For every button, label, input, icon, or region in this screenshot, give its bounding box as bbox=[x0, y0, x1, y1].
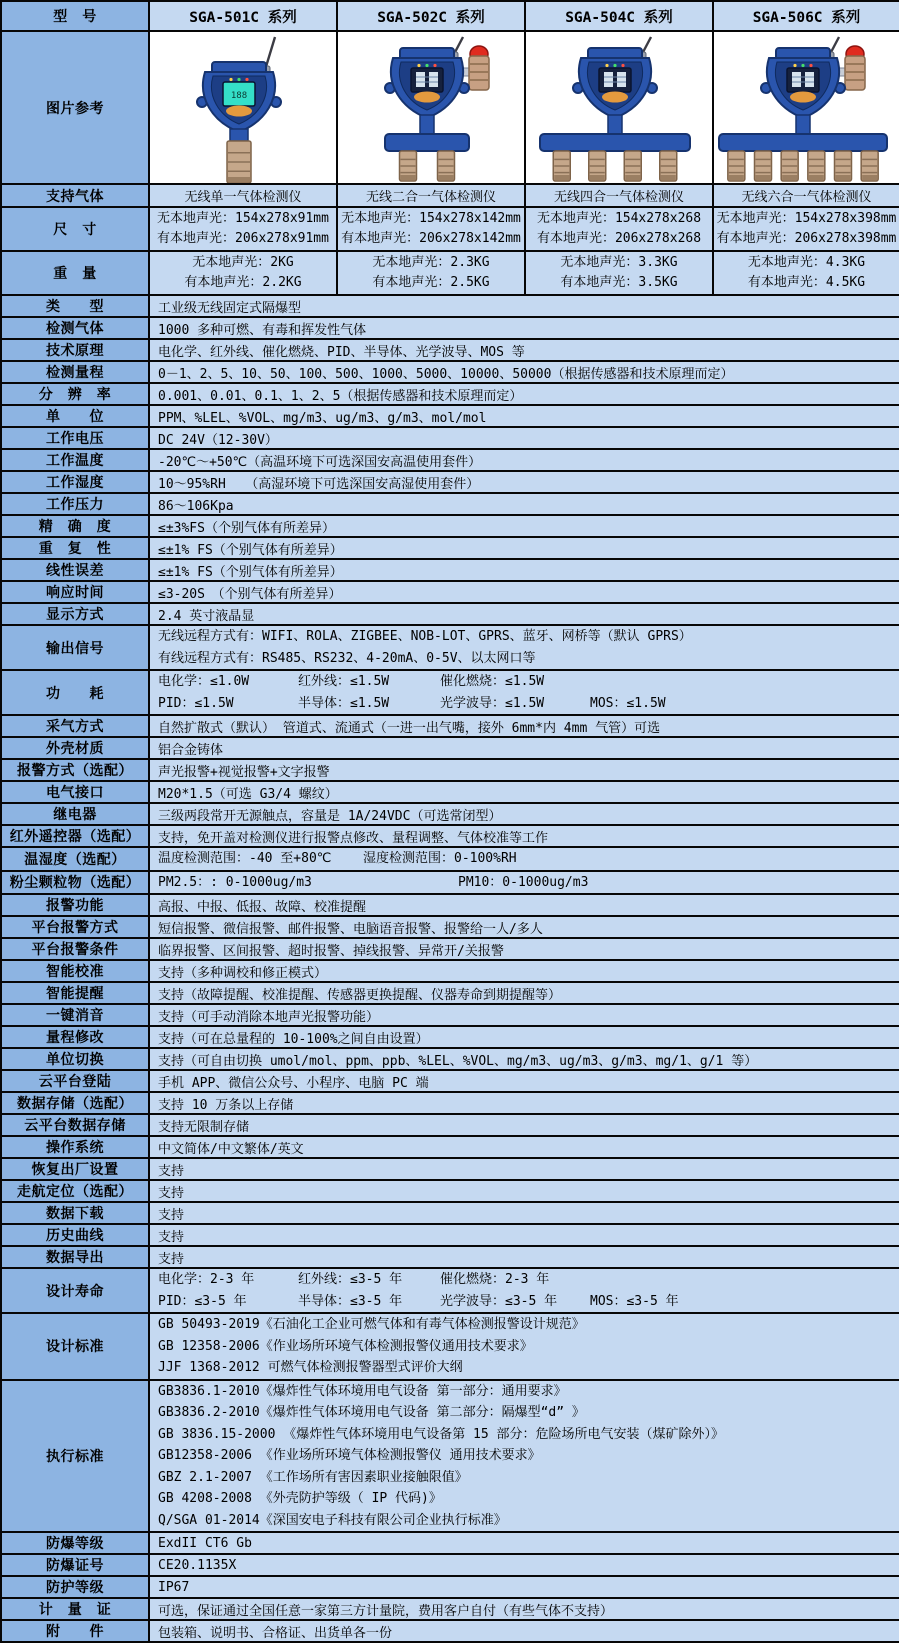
row-label-alarm-func: 报警功能 bbox=[1, 894, 149, 916]
row-label-humidity: 工作湿度 bbox=[1, 471, 149, 493]
row-label-factory-reset: 恢复出厂设置 bbox=[1, 1158, 149, 1180]
content-line: GBZ 2.1-2007 《工作场所有害因素职业接触限值》 bbox=[158, 1469, 468, 1485]
quad-gas-detector-illustration bbox=[527, 32, 711, 183]
row-label-temp-humi: 温湿度（选配） bbox=[1, 847, 149, 871]
row-label-exec-standard: 执行标准 bbox=[1, 1380, 149, 1533]
row-content-output bbox=[149, 625, 899, 670]
table-row-humidity bbox=[1, 471, 899, 493]
dual-gas-detector-illustration bbox=[339, 32, 523, 183]
table-row-type bbox=[1, 295, 899, 317]
cell-line: 无本地声光：4.3KG bbox=[747, 255, 866, 270]
row-label-detect-gas: 检测气体 bbox=[1, 317, 149, 339]
model-header-1: SGA-502C 系列 bbox=[337, 1, 525, 31]
device-image-cell-0 bbox=[149, 31, 337, 184]
device-image-cell-1 bbox=[337, 31, 525, 184]
row-content-electrical-port: M20*1.5（可选 G3/4 螺纹） bbox=[149, 781, 899, 803]
table-row-navigation bbox=[1, 1180, 899, 1202]
content-grid-line bbox=[158, 1291, 891, 1313]
table-row-history-curve bbox=[1, 1224, 899, 1246]
content-grid-line bbox=[158, 671, 891, 693]
table-row-platform-alarm-mode bbox=[1, 916, 899, 938]
row-content-lifespan bbox=[149, 1268, 899, 1313]
row-label-design-standard: 设计标准 bbox=[1, 1313, 149, 1380]
cell-line: 有本地声光：206x278x398mm bbox=[716, 231, 897, 246]
cell-line: 无本地声光：154x278x142mm bbox=[341, 211, 521, 226]
row-content-ip-grade: IP67 bbox=[149, 1576, 899, 1598]
table-row-power bbox=[1, 670, 899, 715]
row-label-os: 操作系统 bbox=[1, 1136, 149, 1158]
row-content-range-modify: 支持（可在总量程的 10-100%之间自由设置） bbox=[149, 1026, 899, 1048]
grid-item: 电化学：≤1.0W bbox=[158, 674, 250, 689]
table-row-accessories bbox=[1, 1620, 899, 1642]
table-row-unit bbox=[1, 405, 899, 427]
row-content-factory-reset: 支持 bbox=[149, 1158, 899, 1180]
row-content-response: ≤3-20S （个别气体有所差异） bbox=[149, 581, 899, 603]
row-label-accuracy: 精 确 度 bbox=[1, 515, 149, 537]
table-row-data-export bbox=[1, 1246, 899, 1268]
grid-item: 光学波导：≤3-5 年 bbox=[440, 1293, 558, 1309]
row-label-ex-grade: 防爆等级 bbox=[1, 1532, 149, 1554]
quad-cell-gases-1: 无线二合一气体检测仪 bbox=[337, 184, 525, 207]
row-label-relay: 继电器 bbox=[1, 803, 149, 825]
svg-text:188: 188 bbox=[230, 91, 248, 101]
table-row-linearity bbox=[1, 559, 899, 581]
quad-cell-size-2 bbox=[525, 207, 713, 251]
table-row-range-modify bbox=[1, 1026, 899, 1048]
row-label-history-curve: 历史曲线 bbox=[1, 1224, 149, 1246]
row-content-design-standard bbox=[149, 1313, 899, 1380]
row-content-accuracy: ≤±3%FS（个别气体有所差异） bbox=[149, 515, 899, 537]
cell-line: 无本地声光：2.3KG bbox=[372, 255, 490, 270]
row-label-data-storage: 数据存储（选配） bbox=[1, 1092, 149, 1114]
cell-line: 有本地声光：206x278x142mm bbox=[341, 231, 521, 246]
row-label-output: 输出信号 bbox=[1, 625, 149, 670]
row-label-cloud-storage: 云平台数据存储 bbox=[1, 1114, 149, 1136]
content-line: JJF 1368-2012 可燃气体检测报警器型式评价大纲 bbox=[158, 1360, 463, 1375]
table-row-alarm-func bbox=[1, 894, 899, 916]
row-label-display: 显示方式 bbox=[1, 603, 149, 625]
table-row-cloud-storage bbox=[1, 1114, 899, 1136]
table-row-ex-grade bbox=[1, 1532, 899, 1554]
model-header-3: SGA-506C 系列 bbox=[713, 1, 899, 31]
table-row-output bbox=[1, 625, 899, 670]
table-row-ip-grade bbox=[1, 1576, 899, 1598]
table-row-pressure bbox=[1, 493, 899, 515]
row-content-platform-alarm-cond: 临界报警、区间报警、超时报警、掉线报警、异常开/关报警 bbox=[149, 938, 899, 960]
row-label-type: 类 型 bbox=[1, 295, 149, 317]
row-label-metering-cert: 计 量 证 bbox=[1, 1598, 149, 1620]
grid-item: PID：≤1.5W bbox=[158, 695, 234, 711]
content-line: Q/SGA 01-2014《深国安电子科技有限公司企业执行标准》 bbox=[158, 1512, 507, 1528]
row-content-temperature: -20℃～+50℃（高温环境下可选深国安高温使用套件） bbox=[149, 449, 899, 471]
row-label-principle: 技术原理 bbox=[1, 339, 149, 361]
table-row-platform-alarm-cond bbox=[1, 938, 899, 960]
row-content-data-download: 支持 bbox=[149, 1202, 899, 1224]
table-row-display bbox=[1, 603, 899, 625]
content-line: GB 4208-2008 《外壳防护等级（ IP 代码)》 bbox=[158, 1491, 442, 1506]
row-content-voltage: DC 24V（12-30V） bbox=[149, 427, 899, 449]
table-row-resolution bbox=[1, 383, 899, 405]
row-content-ex-cert: CE20.1135X bbox=[149, 1554, 899, 1576]
row-label-power: 功 耗 bbox=[1, 670, 149, 715]
row-label-temperature: 工作温度 bbox=[1, 449, 149, 471]
table-row-image bbox=[1, 31, 899, 184]
cell-line: 有本地声光：2.2KG bbox=[184, 275, 302, 290]
table-row-cloud-login bbox=[1, 1070, 899, 1092]
quad-cell-gases-3: 无线六合一气体检测仪 bbox=[713, 184, 899, 207]
row-label-weight: 重 量 bbox=[1, 251, 149, 295]
grid-item: MOS：≤3-5 年 bbox=[590, 1293, 679, 1309]
row-content-alarm-func: 高报、中报、低报、故障、校准提醒 bbox=[149, 894, 899, 916]
cell-line: 有本地声光：2.5KG bbox=[372, 275, 490, 290]
row-label-mute: 一键消音 bbox=[1, 1004, 149, 1026]
model-header-0: SGA-501C 系列 bbox=[149, 1, 337, 31]
row-label-voltage: 工作电压 bbox=[1, 427, 149, 449]
grid-item: 电化学：2-3 年 bbox=[158, 1272, 255, 1287]
row-label-electrical-port: 电气接口 bbox=[1, 781, 149, 803]
content-line: GB 50493-2019《石油化工企业可燃气体和有毒气体检测报警设计规范》 bbox=[158, 1317, 585, 1332]
row-label-resolution: 分 辨 率 bbox=[1, 383, 149, 405]
table-row-smart-remind bbox=[1, 982, 899, 1004]
row-content-platform-alarm-mode: 短信报警、微信报警、邮件报警、电脑语音报警、报警给一人/多人 bbox=[149, 916, 899, 938]
row-content-principle: 电化学、红外线、催化燃烧、PID、半导体、光学波导、MOS 等 bbox=[149, 339, 899, 361]
row-label-lifespan: 设计寿命 bbox=[1, 1268, 149, 1313]
table-row-mute bbox=[1, 1004, 899, 1026]
row-content-remote: 支持，免开盖对检测仪进行报警点修改、量程调整、气体校准等工作 bbox=[149, 825, 899, 847]
row-content-repeatability: ≤±1% FS（个别气体有所差异） bbox=[149, 537, 899, 559]
content-line: 无线远程方式有：WIFI、ROLA、ZIGBEE、NOB-LOT、GPRS、蓝牙、网桥等（默认 GPRS） bbox=[158, 629, 692, 644]
content-line: GB 3836.15-2000 《爆炸性气体环境用电气设备第 15 部分：危险场所电气安装（煤矿除外）》 bbox=[158, 1426, 725, 1442]
content-line: GB3836.1-2010《爆炸性气体环境用电气设备 第一部分：通用要求》 bbox=[158, 1383, 567, 1399]
row-label-platform-alarm-cond: 平台报警条件 bbox=[1, 938, 149, 960]
row-content-relay: 三级两段常开无源触点，容量是 1A/24VDC（可选常闭型） bbox=[149, 803, 899, 825]
quad-cell-weight-2 bbox=[525, 251, 713, 295]
cell-line: 有本地声光：4.5KG bbox=[747, 275, 866, 290]
row-content-resolution: 0.001、0.01、0.1、1、2、5（根据传感器和技术原理而定） bbox=[149, 383, 899, 405]
table-row-remote bbox=[1, 825, 899, 847]
table-row-weight bbox=[1, 251, 899, 295]
content-line: GB3836.2-2010《爆炸性气体环境用电气设备 第二部分：隔爆型“d” 》 bbox=[158, 1405, 585, 1420]
quad-cell-gases-2: 无线四合一气体检测仪 bbox=[525, 184, 713, 207]
table-row-detect-gas bbox=[1, 317, 899, 339]
grid-item: PID：≤3-5 年 bbox=[158, 1293, 247, 1309]
cell-line: 有本地声光：206x278x268 bbox=[536, 231, 702, 246]
row-content-data-storage: 支持 10 万条以上存储 bbox=[149, 1092, 899, 1114]
row-content-unit: PPM、%LEL、%VOL、mg/m3、ug/m3、g/m3、mol/mol bbox=[149, 405, 899, 427]
table-row-data-download bbox=[1, 1202, 899, 1224]
table-row-metering-cert bbox=[1, 1598, 899, 1620]
row-content-smart-cal: 支持（多种调校和修正模式） bbox=[149, 960, 899, 982]
table-row-factory-reset bbox=[1, 1158, 899, 1180]
row-label-cloud-login: 云平台登陆 bbox=[1, 1070, 149, 1092]
row-content-humidity: 10～95%RH （高湿环境下可选深国安高湿使用套件） bbox=[149, 471, 899, 493]
row-label-dust: 粉尘颗粒物（选配） bbox=[1, 871, 149, 895]
device-image-cell-3 bbox=[713, 31, 899, 184]
row-content-metering-cert: 可选，保证通过全国任意一家第三方计量院，费用客户自付（有些气体不支持） bbox=[149, 1598, 899, 1620]
content-line: 有线远程方式有：RS485、RS232、4-20mA、0-5V、以太网口等 bbox=[158, 650, 536, 666]
table-row-os bbox=[1, 1136, 899, 1158]
table-row-range bbox=[1, 361, 899, 383]
row-content-power bbox=[149, 670, 899, 715]
row-label-unit: 单 位 bbox=[1, 405, 149, 427]
content-line: GB12358-2006 《作业场所环境气体检测报警仪 通用技术要求》 bbox=[158, 1448, 541, 1463]
row-content-sampling: 自然扩散式（默认） 管道式、流通式（一进一出气嘴，接外 6mm*内 4mm 气管）可选 bbox=[149, 715, 899, 737]
row-content-exec-standard bbox=[149, 1380, 899, 1533]
row-content-navigation: 支持 bbox=[149, 1180, 899, 1202]
model-header-2: SGA-504C 系列 bbox=[525, 1, 713, 31]
table-row-ex-cert bbox=[1, 1554, 899, 1576]
row-content-accessories: 包装箱、说明书、合格证、出货单各一份 bbox=[149, 1620, 899, 1642]
row-label-navigation: 走航定位（选配） bbox=[1, 1180, 149, 1202]
grid-item: PM10：0-1000ug/m3 bbox=[458, 874, 589, 890]
cell-line: 无本地声光：154x278x398mm bbox=[716, 211, 897, 226]
cell-line: 有本地声光：3.5KG bbox=[560, 275, 678, 290]
row-label-data-export: 数据导出 bbox=[1, 1246, 149, 1268]
cell-line: 无本地声光：2KG bbox=[192, 255, 294, 270]
grid-item: MOS：≤1.5W bbox=[590, 695, 666, 711]
grid-item: 催化燃烧：≤1.5W bbox=[440, 674, 545, 689]
row-label-response: 响应时间 bbox=[1, 581, 149, 603]
grid-item: 催化燃烧：2-3 年 bbox=[440, 1272, 550, 1287]
row-content-pressure: 86～106Kpa bbox=[149, 493, 899, 515]
row-label-smart-cal: 智能校准 bbox=[1, 960, 149, 982]
table-row-principle bbox=[1, 339, 899, 361]
table-row-response bbox=[1, 581, 899, 603]
row-label-alarm-mode: 报警方式（选配） bbox=[1, 759, 149, 781]
row-content-os: 中文简体/中文繁体/英文 bbox=[149, 1136, 899, 1158]
grid-item: PM2.5：: 0-1000ug/m3 bbox=[158, 874, 312, 890]
content-grid-line bbox=[158, 1269, 891, 1291]
table-row-voltage bbox=[1, 427, 899, 449]
table-row-dust bbox=[1, 871, 899, 895]
row-label-image: 图片参考 bbox=[1, 31, 149, 184]
row-content-linearity: ≤±1% FS（个别气体有所差异） bbox=[149, 559, 899, 581]
row-content-alarm-mode: 声光报警+视觉报警+文字报警 bbox=[149, 759, 899, 781]
table-row-repeatability bbox=[1, 537, 899, 559]
row-label-accessories: 附 件 bbox=[1, 1620, 149, 1642]
row-label-range-modify: 量程修改 bbox=[1, 1026, 149, 1048]
table-row-size bbox=[1, 207, 899, 251]
quad-cell-size-0 bbox=[149, 207, 337, 251]
row-label-ex-cert: 防爆证号 bbox=[1, 1554, 149, 1576]
device-image-cell-2 bbox=[525, 31, 713, 184]
table-row-unit-switch bbox=[1, 1048, 899, 1070]
table-row-smart-cal bbox=[1, 960, 899, 982]
single-gas-detector-illustration bbox=[151, 32, 335, 183]
hex-gas-detector-illustration bbox=[715, 32, 899, 183]
row-content-cloud-login: 手机 APP、微信公众号、小程序、电脑 PC 端 bbox=[149, 1070, 899, 1092]
row-label-remote: 红外遥控器（选配） bbox=[1, 825, 149, 847]
quad-cell-weight-1 bbox=[337, 251, 525, 295]
grid-item: 半导体：≤3-5 年 bbox=[298, 1293, 403, 1309]
cell-line: 无本地声光：154x278x91mm bbox=[157, 211, 329, 226]
grid-item: 温度检测范围：-40 至+80℃ bbox=[158, 851, 332, 866]
row-content-mute: 支持（可手动消除本地声光报警功能） bbox=[149, 1004, 899, 1026]
grid-item: 红外线：≤1.5W bbox=[298, 674, 390, 689]
row-label-model: 型 号 bbox=[1, 1, 149, 31]
table-row-data-storage bbox=[1, 1092, 899, 1114]
table-row-temperature bbox=[1, 449, 899, 471]
quad-cell-weight-0 bbox=[149, 251, 337, 295]
row-label-range: 检测量程 bbox=[1, 361, 149, 383]
quad-cell-size-1 bbox=[337, 207, 525, 251]
row-content-temp-humi bbox=[149, 847, 899, 871]
table-row-model bbox=[1, 1, 899, 31]
spec-table-body bbox=[1, 1, 899, 1642]
content-grid-line bbox=[158, 848, 891, 870]
table-row-lifespan bbox=[1, 1268, 899, 1313]
table-row-exec-standard bbox=[1, 1380, 899, 1533]
row-label-unit-switch: 单位切换 bbox=[1, 1048, 149, 1070]
table-row-alarm-mode bbox=[1, 759, 899, 781]
row-content-display: 2.4 英寸液晶显 bbox=[149, 603, 899, 625]
row-content-data-export: 支持 bbox=[149, 1246, 899, 1268]
cell-line: 无本地声光：3.3KG bbox=[560, 255, 678, 270]
row-content-smart-remind: 支持（故障提醒、校准提醒、传感器更换提醒、仪器寿命到期提醒等） bbox=[149, 982, 899, 1004]
row-label-smart-remind: 智能提醒 bbox=[1, 982, 149, 1004]
row-label-repeatability: 重 复 性 bbox=[1, 537, 149, 559]
row-label-sampling: 采气方式 bbox=[1, 715, 149, 737]
row-content-unit-switch: 支持（可自由切换 umol/mol、ppm、ppb、%LEL、%VOL、mg/m3、ug/m3、g/m3、mg/1、g/1 等） bbox=[149, 1048, 899, 1070]
row-label-housing: 外壳材质 bbox=[1, 737, 149, 759]
content-grid-line bbox=[158, 872, 891, 894]
table-row-design-standard bbox=[1, 1313, 899, 1380]
row-label-platform-alarm-mode: 平台报警方式 bbox=[1, 916, 149, 938]
grid-item: 红外线：≤3-5 年 bbox=[298, 1272, 403, 1287]
row-label-linearity: 线性误差 bbox=[1, 559, 149, 581]
row-label-gases: 支持气体 bbox=[1, 184, 149, 207]
content-grid-line bbox=[158, 693, 891, 715]
table-row-accuracy bbox=[1, 515, 899, 537]
row-content-dust bbox=[149, 871, 899, 895]
row-label-ip-grade: 防护等级 bbox=[1, 1576, 149, 1598]
row-content-ex-grade: ExdII CT6 Gb bbox=[149, 1532, 899, 1554]
table-row-relay bbox=[1, 803, 899, 825]
row-content-housing: 铝合金铸体 bbox=[149, 737, 899, 759]
row-label-size: 尺 寸 bbox=[1, 207, 149, 251]
table-row-gases bbox=[1, 184, 899, 207]
row-label-pressure: 工作压力 bbox=[1, 493, 149, 515]
quad-cell-gases-0: 无线单一气体检测仪 bbox=[149, 184, 337, 207]
content-line: GB 12358-2006《作业场所环境气体检测报警仪通用技术要求》 bbox=[158, 1338, 533, 1354]
cell-line: 无本地声光：154x278x268 bbox=[536, 211, 702, 226]
table-row-housing bbox=[1, 737, 899, 759]
row-content-cloud-storage: 支持无限制存储 bbox=[149, 1114, 899, 1136]
table-row-electrical-port bbox=[1, 781, 899, 803]
quad-cell-size-3 bbox=[713, 207, 899, 251]
row-content-history-curve: 支持 bbox=[149, 1224, 899, 1246]
grid-item: 光学波导：≤1.5W bbox=[440, 695, 545, 711]
row-label-data-download: 数据下载 bbox=[1, 1202, 149, 1224]
row-content-type: 工业级无线固定式隔爆型 bbox=[149, 295, 899, 317]
grid-item: 半导体：≤1.5W bbox=[298, 695, 390, 711]
cell-line: 有本地声光：206x278x91mm bbox=[157, 231, 329, 246]
row-content-detect-gas: 1000 多种可燃、有毒和挥发性气体 bbox=[149, 317, 899, 339]
grid-item: 湿度检测范围：0-100%RH bbox=[363, 851, 517, 866]
table-row-sampling bbox=[1, 715, 899, 737]
quad-cell-weight-3 bbox=[713, 251, 899, 295]
row-content-range: 0－1、2、5、10、50、100、500、1000、5000、10000、50000（根据传感器和技术原理而定） bbox=[149, 361, 899, 383]
table-row-temp-humi bbox=[1, 847, 899, 871]
